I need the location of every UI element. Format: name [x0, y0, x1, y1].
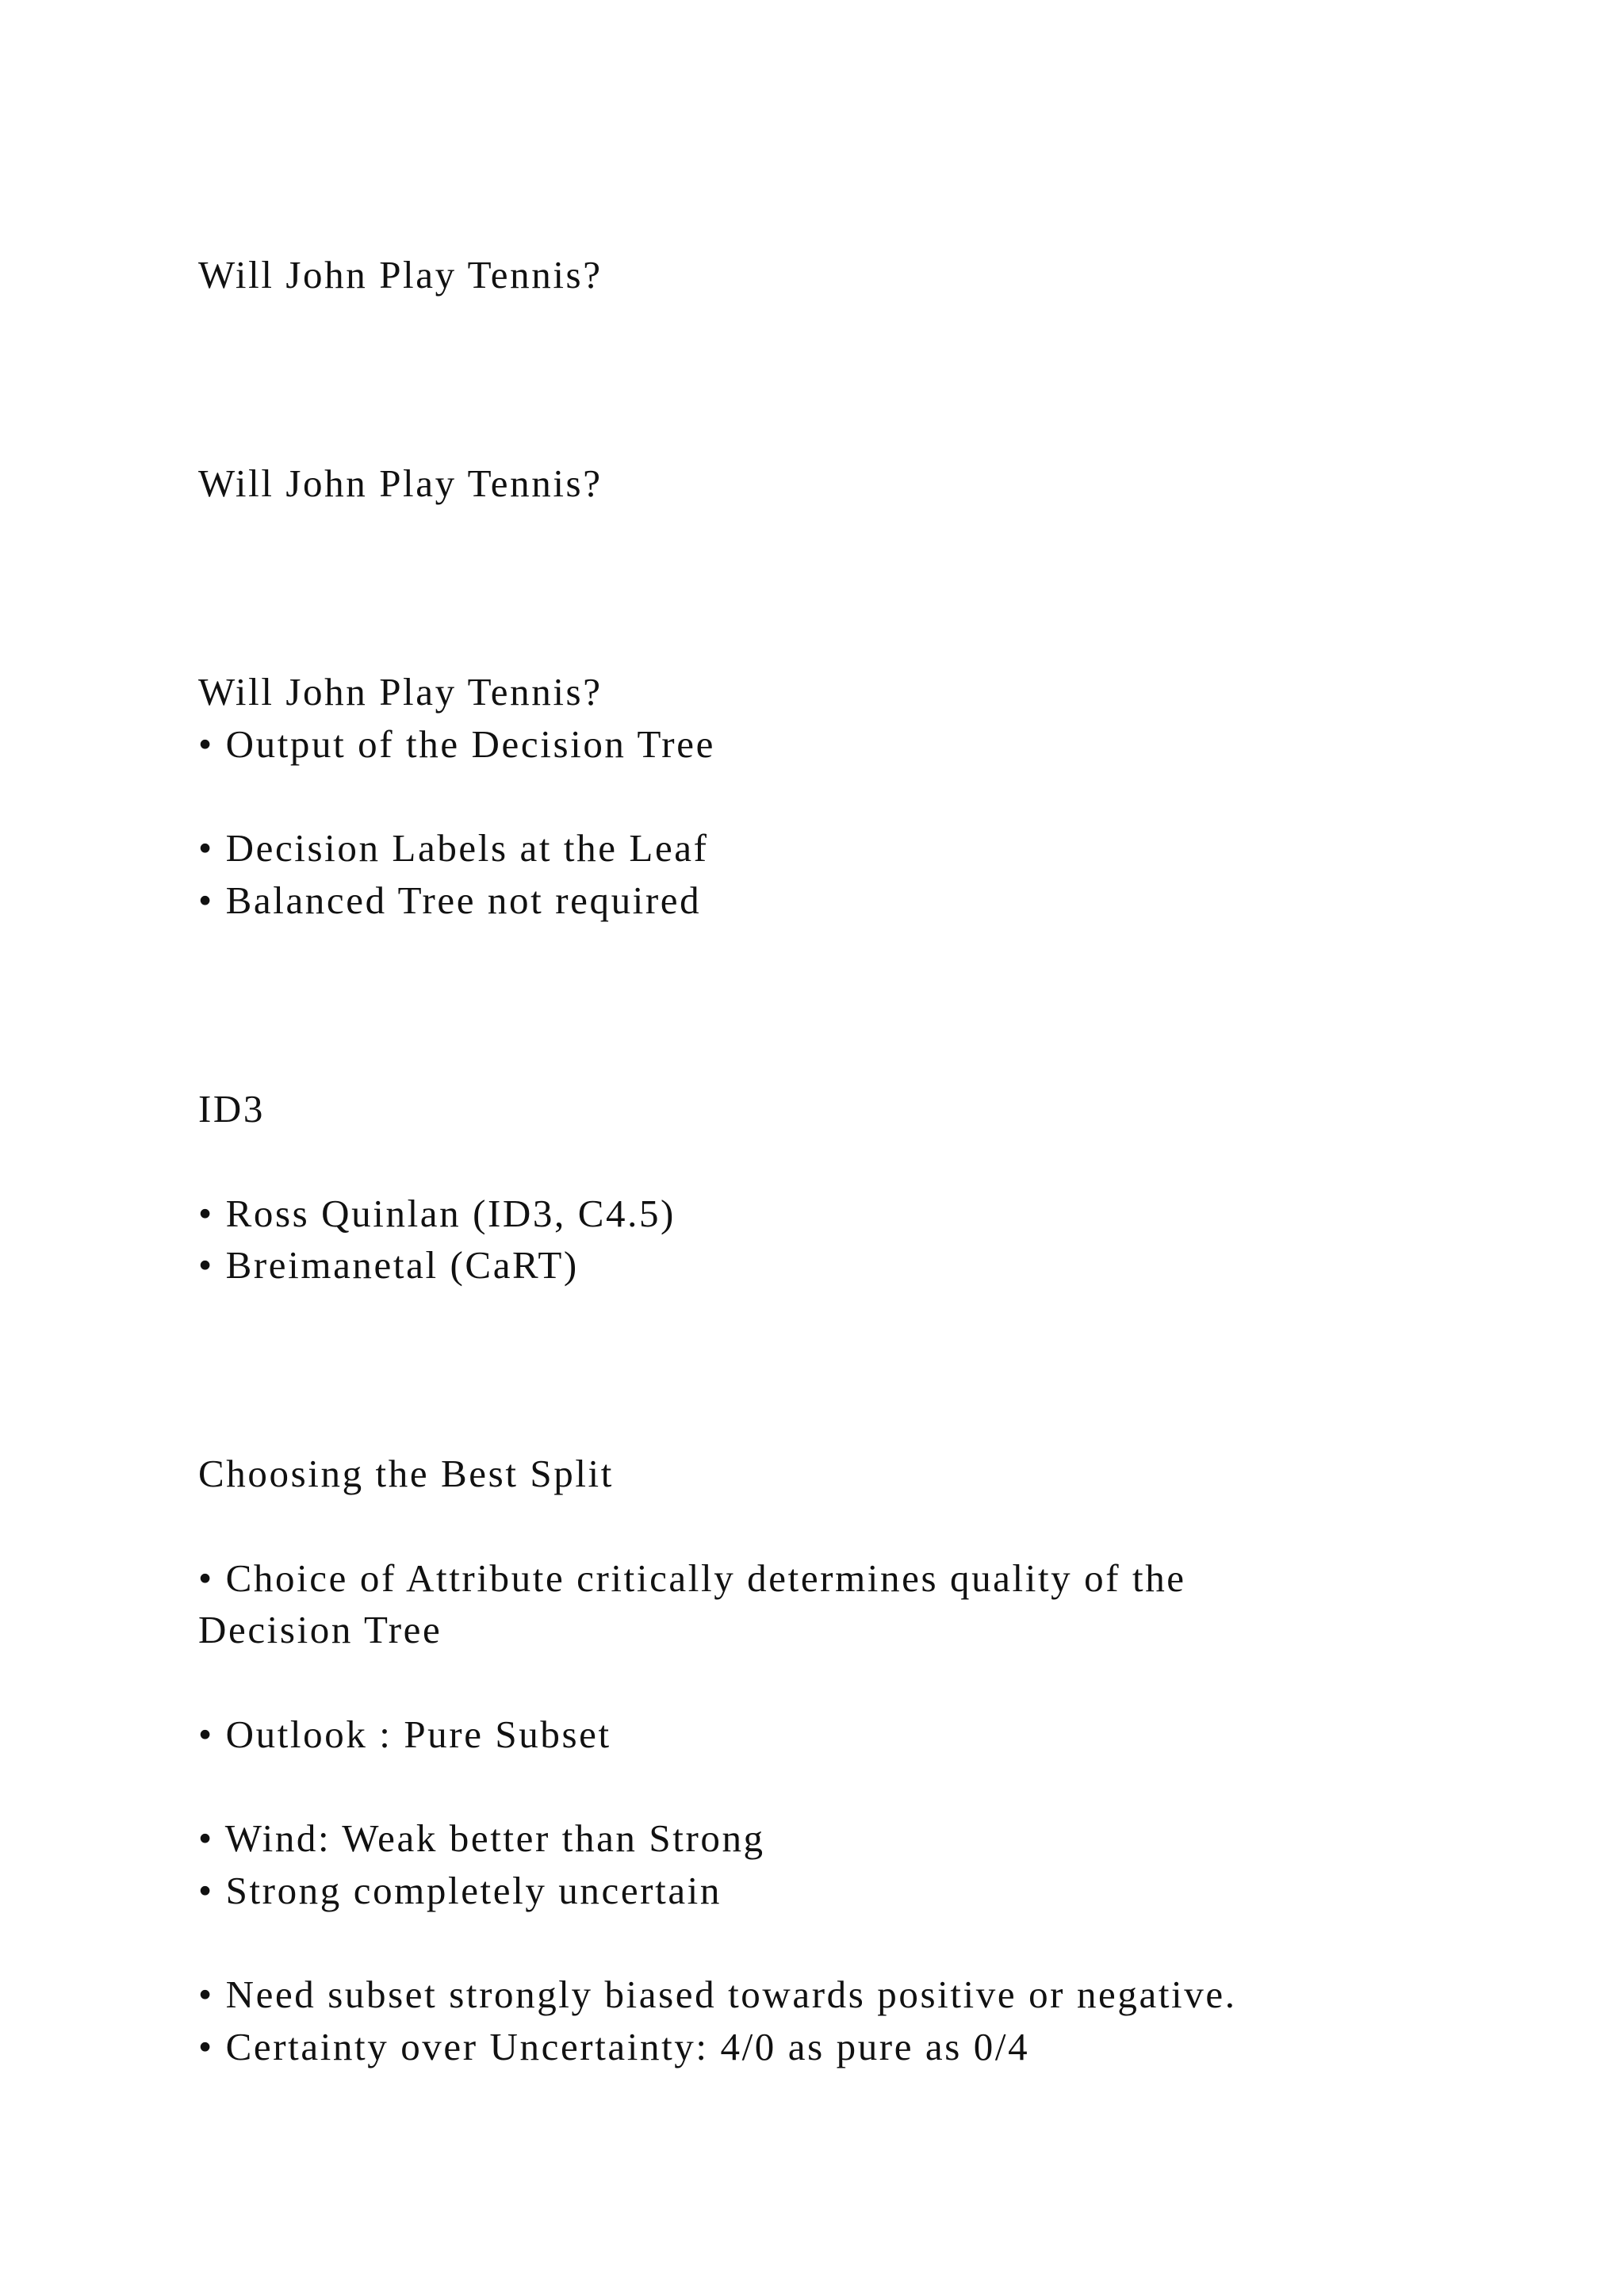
bullet-balanced-tree: • Balanced Tree not required [198, 878, 702, 922]
bullet-breimanetal: • Breimanetal (CaRT) [198, 1243, 579, 1287]
bullet-strong-uncertain: • Strong completely uncertain [198, 1869, 722, 1912]
heading-will-john-play-tennis-2: Will John Play Tennis? [198, 461, 603, 505]
bullet-output-decision-tree: • Output of the Decision Tree [198, 722, 715, 766]
heading-id3: ID3 [198, 1087, 266, 1131]
heading-choosing-best-split: Choosing the Best Split [198, 1452, 614, 1495]
heading-will-john-play-tennis-1: Will John Play Tennis? [198, 253, 603, 297]
bullet-need-biased-subset: • Need subset strongly biased towards positive or negative. [198, 1973, 1237, 2016]
bullet-certainty-over-uncertainty: • Certainty over Uncertainty: 4/0 as pure as 0/4 [198, 2025, 1030, 2068]
bullet-ross-quinlan: • Ross Quinlan (ID3, C4.5) [198, 1192, 676, 1235]
bullet-choice-of-attribute-continued: Decision Tree [198, 1608, 442, 1651]
bullet-choice-of-attribute: • Choice of Attribute critically determines quality of the [198, 1556, 1186, 1600]
heading-will-john-play-tennis-3: Will John Play Tennis? [198, 670, 603, 714]
bullet-decision-labels-leaf: • Decision Labels at the Leaf [198, 826, 709, 870]
bullet-wind-weak-vs-strong: • Wind: Weak better than Strong [198, 1816, 765, 1860]
bullet-outlook-pure-subset: • Outlook : Pure Subset [198, 1712, 611, 1756]
